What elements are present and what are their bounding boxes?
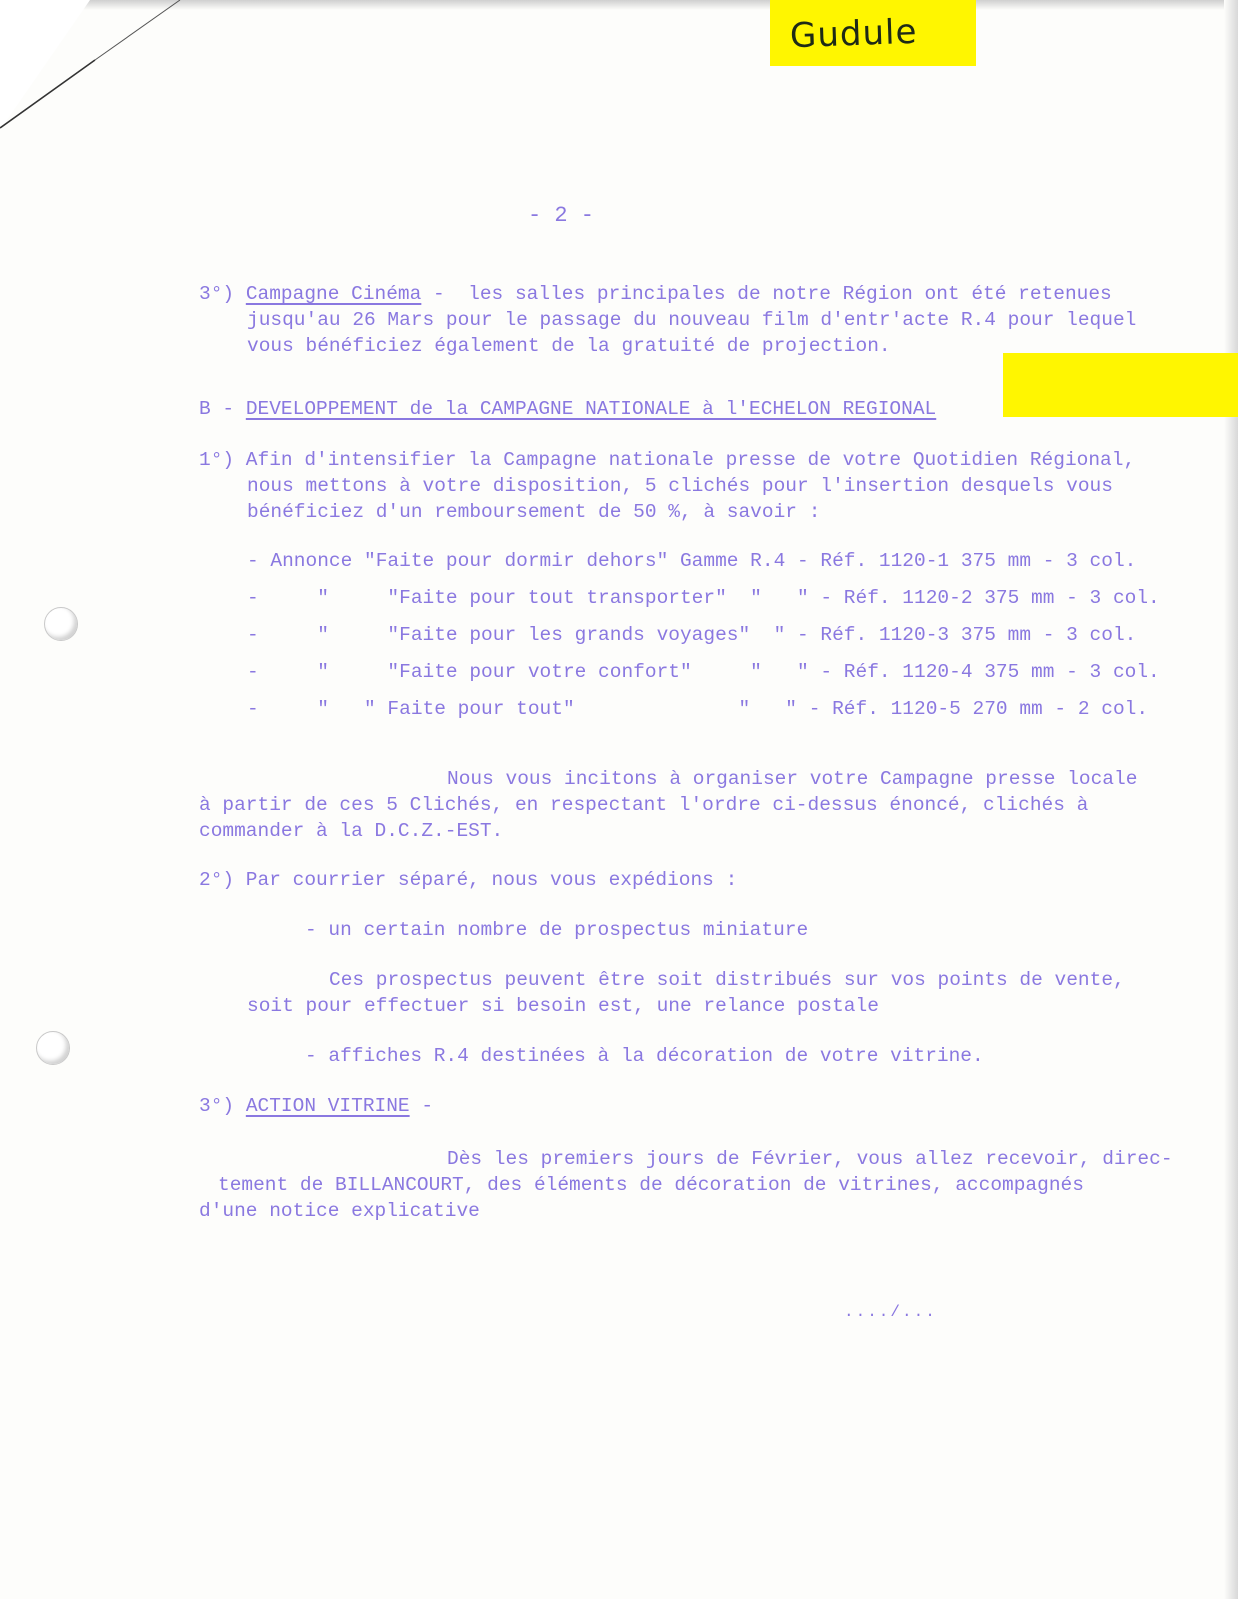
paper-right-edge [1224,0,1238,1599]
vitrine-number: 3°) [199,1095,235,1117]
item-2-para-line-1: Ces prospectus peuvent être soit distribués sur vos points de vente, [329,969,1125,991]
cliche-line-2: - " "Faite pour tout transporter" " " - Réf. 1120-2 375 mm - 3 col. [247,587,1160,609]
section-b-heading-line [199,400,936,420]
vitrine-line-2: tement de BILLANCOURT, des éléments de décoration de vitrines, accompagnés [218,1174,1084,1196]
item-2-bullet-1: - un certain nombre de prospectus miniature [305,919,809,941]
cinema-line-2: jusqu'au 26 Mars pour le passage du nouveau film d'entr'acte R.4 pour lequel [247,309,1137,331]
vitrine-line-3: d'une notice explicative [199,1200,480,1222]
cliche-line-1: - Annonce "Faite pour dormir dehors" Gamme R.4 - Réf. 1120-1 375 mm - 3 col. [247,550,1137,572]
vitrine-heading-line [199,1097,433,1117]
sticky-note-middle [1003,353,1238,417]
cinema-line-1-text: - les salles principales de notre Région ont été retenues [421,283,1112,305]
cinema-heading: Campagne Cinéma [245,283,422,305]
page-number: - 2 - [528,203,595,228]
cliche-line-4: - " "Faite pour votre confort" " " - Réf. 1120-4 375 mm - 3 col. [247,661,1160,683]
item-1-line-2: nous mettons à votre disposition, 5 clichés pour l'insertion desquels vous [247,475,1113,497]
sticky-note-handwriting: Gudule [789,11,919,57]
vitrine-line-1: Dès les premiers jours de Février, vous allez recevoir, direc- [447,1148,1173,1170]
continuation-mark: ..../... [844,1303,937,1321]
folded-corner [0,0,260,140]
item-2-bullet-2: - affiches R.4 destinées à la décoration de votre vitrine. [305,1045,984,1067]
punch-hole-bottom [36,1031,70,1065]
cinema-line-1 [199,285,1112,305]
item-2-line-1: 2°) Par courrier séparé, nous vous expédions : [199,869,738,891]
cliche-line-5: - " " Faite pour tout" " " - Réf. 1120-5 270 mm - 2 col. [247,698,1149,720]
cinema-line-3: vous bénéficiez également de la gratuité de projection. [247,335,891,357]
section-b-prefix: B - [199,398,246,420]
item-1-line-1: 1°) Afin d'intensifier la Campagne nationale presse de votre Quotidien Régional, [199,449,1136,471]
incite-line-1: Nous vous incitons à organiser votre Campagne presse locale [447,768,1138,790]
vitrine-heading-suffix: - [409,1095,434,1117]
incite-line-2: à partir de ces 5 Clichés, en respectant l'ordre ci-dessus énoncé, clichés à [199,794,1089,816]
cinema-number: 3°) [199,283,235,305]
cliche-line-3: - " "Faite pour les grands voyages" " - Réf. 1120-3 375 mm - 3 col. [247,624,1137,646]
item-1-line-3: bénéficiez d'un remboursement de 50 %, à savoir : [247,501,821,523]
section-b-heading: DEVELOPPEMENT de la CAMPAGNE NATIONALE à l'ECHELON REGIONAL [245,398,937,420]
punch-hole-top [44,607,78,641]
vitrine-heading: ACTION VITRINE [245,1095,410,1117]
incite-line-3: commander à la D.C.Z.-EST. [199,820,504,842]
item-2-para-line-2: soit pour effectuer si besoin est, une relance postale [247,995,879,1017]
